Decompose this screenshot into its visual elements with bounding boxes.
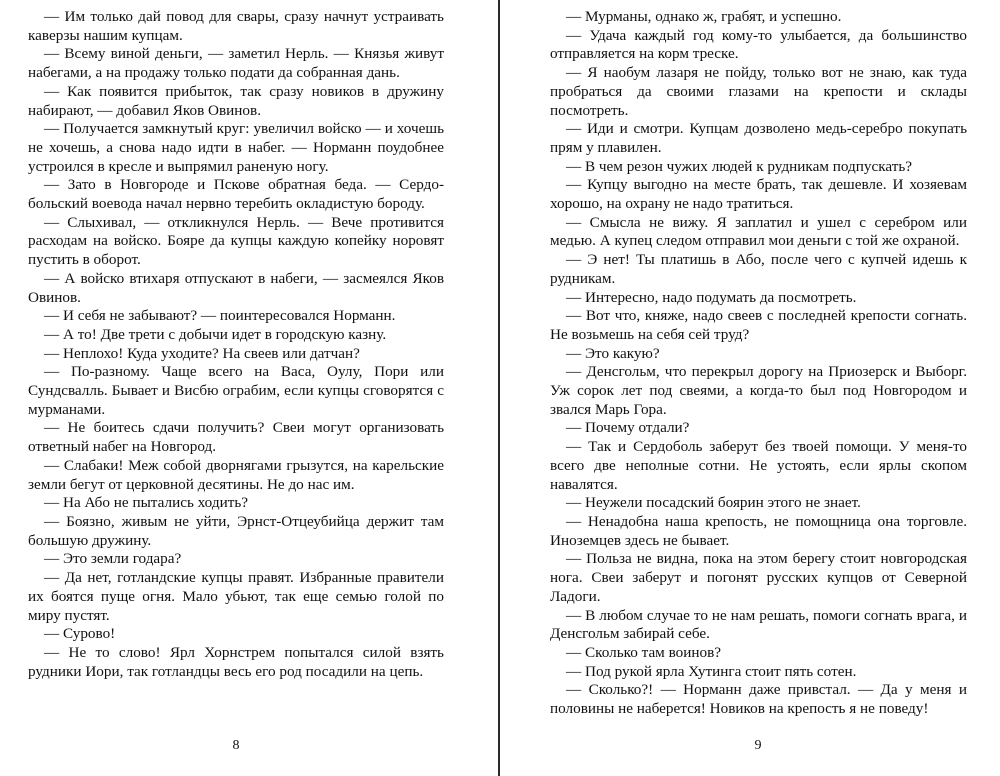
paragraph: — Сколько там воинов?	[566, 643, 722, 661]
paragraph: — Как появится прибыток, так сразу новиков в дружину набирают, — добавил Яков Овинов.	[28, 82, 444, 119]
paragraph: — Это какую?	[566, 344, 660, 362]
paragraph: — Это земли годара?	[44, 550, 182, 568]
paragraph: — Слыхивал, — откликнулся Нерль. — Вече противится расходам на войско. Бояре да купцы каждую копейку норовят пустить в оборот.	[28, 213, 444, 269]
paragraph: — Неплохо! Куда уходите? На свеев или датчан?	[44, 344, 360, 362]
paragraph: — Мурманы, однако ж, грабят, и успешно.	[566, 8, 842, 25]
paragraph: — Купцу выгодно на месте брать, так дешевле. И хозяевам хорошо, на охрану не надо тратиться.	[550, 176, 967, 213]
paragraph: — Ненадобна наша крепость, не помощница она торговле. Иноземцев здесь не бывает.	[550, 512, 967, 549]
paragraph: — В чем резон чужих людей к рудникам подпускать?	[566, 157, 912, 175]
book-spine	[498, 0, 500, 776]
paragraph: — Смысла не вижу. Я заплатил и ушел с серебром или медью. А купец следом отправил мои деньги с той же охраной.	[550, 213, 967, 250]
paragraph: — Э нет! Ты платишь в Або, после чего с купчей идешь к рудникам.	[550, 251, 967, 287]
paragraph: — Им только дай повод для свары, сразу начнут устраивать каверзы нашим купцам.	[28, 8, 444, 44]
paragraph: — Не боитесь сдачи получить? Свеи могут организовать ответный набег на Новгород.	[28, 419, 444, 456]
paragraph: — Почему отдали?	[566, 419, 690, 437]
paragraph: — Я наобум лазаря не пойду, только вот не знаю, как туда пробраться да своими глазами на крепости и склады посмотреть.	[550, 64, 967, 119]
paragraph: — Зато в Новгороде и Пскове обратная беда. — Сердобольский воевода начал нервно теребить окладистую бороду.	[28, 176, 444, 213]
page-number-left: 8	[232, 738, 240, 753]
paragraph: — Да нет, готландские купцы правят. Избранные правители их боятся пуще огня. Мало убьют, так еще семью голой по миру пустят.	[28, 569, 444, 624]
paragraph: — Иди и смотри. Купцам дозволено медь-серебро покупать прям у плавилен.	[550, 120, 967, 156]
paragraph: — Вот что, княже, надо свеев с последней крепости согнать. Не возьмешь на себя сей труд?	[550, 307, 967, 343]
paragraph: — А то! Две трети с добычи идет в городскую казну.	[44, 325, 387, 343]
paragraph: — Под рукой ярла Хутинга стоит пять сотен.	[566, 662, 857, 680]
right-page	[550, 8, 967, 776]
paragraph: — И себя не забывают? — поинтересовался Норманн.	[44, 307, 396, 325]
paragraph: — Неужели посадский боярин этого не знает.	[566, 494, 861, 512]
paragraph: — Слабаки! Меж собой дворнягами грызутся, на карельские земли бегут от церковной десятины. Не до нас им.	[28, 456, 444, 493]
paragraph: — На Або не пытались ходить?	[44, 494, 248, 512]
paragraph: — Сколько?! — Норманн даже привстал. — Да у меня и половины не наберется! Новиков на крепость я не поведу!	[550, 681, 967, 718]
paragraph: — А войско втихаря отпускают в набеги, — засмеялся Яков Овинов.	[28, 269, 444, 306]
paragraph: — Интересно, надо подумать да посмотреть.	[566, 288, 857, 306]
paragraph: — Сурово!	[44, 625, 116, 643]
page-number-right: 9	[754, 738, 762, 753]
paragraph: — Боязно, живым не уйти, Эрнст-Отцеубийца держит там большую дружину.	[28, 512, 444, 549]
paragraph: — Денсгольм, что перекрыл дорогу на Приозерск и Выборг. Уж сорок лет под свеями, а когда-то был под Новгородом и звался Марь Гора.	[550, 363, 967, 418]
paragraph: — Так и Сердоболь заберут без твоей помощи. У меня-то всего две неполные сотни. Не устоять, если ярлы скопом навалятся.	[550, 438, 967, 493]
left-page	[28, 8, 444, 776]
paragraph: — В любом случае то не нам решать, помоги согнать врага, и Денсгольм забирай себе.	[550, 606, 967, 643]
paragraph: — По-разному. Чаще всего на Васа, Оулу, Пори или Сундсвалль. Бывает и Висбю ограбим, если купцы сговорятся с мурманами.	[28, 363, 444, 418]
paragraph: — Польза не видна, пока на этом берегу стоит новгородская нога. Свеи заберут и погонят русских купцов от Северной Ладоги.	[550, 550, 967, 605]
paragraph: — Удача каждый год кому-то улыбается, да большинство отправляется на корм треске.	[550, 26, 967, 63]
paragraph: — Не то слово! Ярл Хорнстрем попытался силой взять рудники Иори, так готландцы весь его род посадили на цепь.	[28, 643, 444, 680]
paragraph: — Всему виной деньги, — заметил Нерль. — Князья живут набегами, а на продажу только подати да собранная дань.	[28, 45, 444, 82]
paragraph: — Получается замкнутый круг: увеличил войско — и хочешь не хочешь, а снова надо идти в набег. — Норманн поудобнее устроился в кресле и выпрямил раненую ногу.	[28, 120, 444, 175]
